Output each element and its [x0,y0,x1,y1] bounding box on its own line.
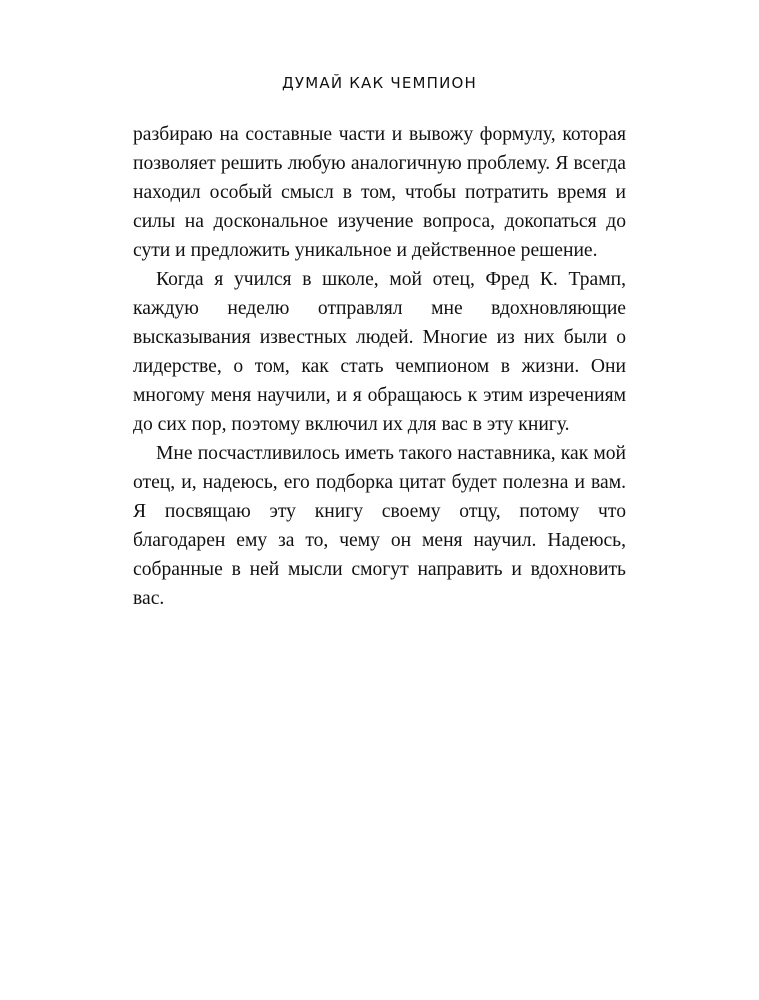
paragraph-dedication: Мне посчастливилось иметь такого наставника, как мой отец, и, надеюсь, его подборка цитат будет полезна и вам. Я посвящаю эту книгу своему отцу, потому что благодарен ему за то, чему он меня научил. Надеюсь, собранные в ней мысли смогут направить и вдохновить вас. [133,443,626,609]
body-text [133,120,626,613]
paragraph-continuation: разбираю на составные части и вывожу формулу, которая позволяет решить любую аналогичную проблему. Я всегда находил особый смысл в том, чтобы потратить время и силы на доскональное изучение вопроса, докопаться до сути и предложить уникальное и действенное решение. [133,124,626,261]
running-head-title: ДУМАЙ КАК ЧЕМПИОН [281,74,478,92]
paragraph-father-quotes: Когда я учился в школе, мой отец, Фред К. Трамп, каждую неделю отправлял мне вдохновляющие высказывания известных людей. Многие из них были о лидерстве, о том, как стать чемпионом в жизни. Они многому меня научили, и я обращаюсь к этим изречениям до сих пор, поэтому включил их для вас в эту книгу. [133,269,626,435]
